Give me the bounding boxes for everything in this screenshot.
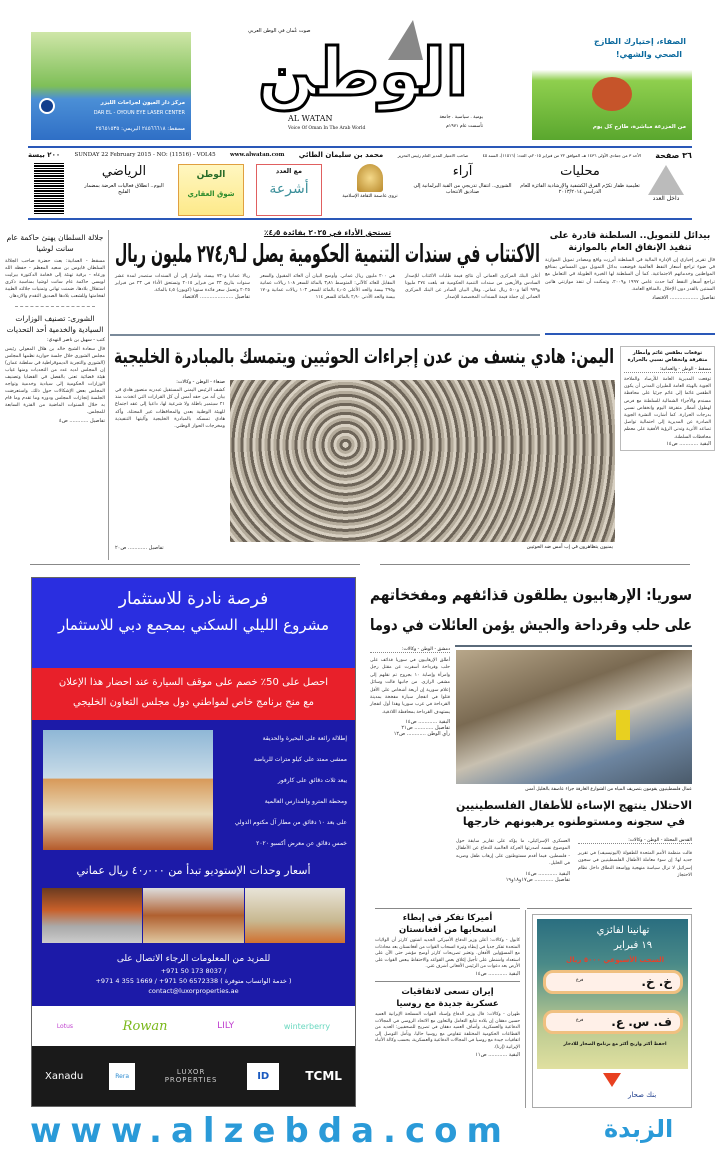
winner-box xyxy=(543,970,683,994)
palestine-body xyxy=(456,838,692,883)
feature-list xyxy=(212,728,347,854)
divider xyxy=(455,645,692,647)
article-body: طهران - وكالات: قال وزير الدفاع وإسناد القوات المسلحة الإيرانية العميد حسين دهقان إن بلاده تتابع التعامل والتعاون مع الاتحاد الروسي في المجالات الدفاعية والعسكرية. وأضاف العميد دهقان في تصريح للصحفيين: العديد من القطاعات الحكومية المختلفة تتفاوض مع روسيا حاليا، ونأمل التوصل إلى اتفاقيات جيدة مع روسيا في المجالات الدفاعية والعسكرية، بحسب وكالة الأنباء الإيرانية (إرنا). xyxy=(375,1011,520,1050)
ad-offer-2: مع منح برنامج خاص لمواطني دول مجلس التعاون الخليجي xyxy=(73,697,314,708)
ad-headline-2: مشروع الليلي السكني بمجمع دبي للاستثمار xyxy=(57,616,330,634)
nizwa-logo xyxy=(338,164,402,214)
branch-label: فرع xyxy=(576,978,584,983)
eye-icon xyxy=(39,98,55,114)
article-column: العسكري الإسرائيلي، ما يؤكد على تقارير سابقة حول الموضوع نفسه أصدرتها الحركة العالمية للدفاع عن الأطفال - فلسطين، فيما أقدم مستوطنون على إرهاب طفل وضربه في الخليل. xyxy=(456,839,570,867)
column-rule xyxy=(108,230,109,560)
rest-ref[interactable]: البقية ............ ص١٤ xyxy=(666,440,711,447)
article-body: مسقط - العمانية: بعث حضرة صاحب الجلالة السلطان قابوس بن سعيد المعظم - حفظه الله ورعاه - برقية تهنئة إلى فخامة الدكتورة بيرليت لويسي حاكمة عام سانت لوشيا بمناسبة ذكرى استقلال بلادها، ضمنت تهاني وتمنيات جلالته الطيبة لفخامتها وللشعب بلادها الصديق التقدم والازدهار. xyxy=(5,259,105,299)
bank-logo-icon xyxy=(603,1073,621,1087)
details-ref[interactable]: تفاصيل ............ ص٢١ xyxy=(401,725,450,732)
partner-id: ID xyxy=(247,1063,279,1090)
phone: +971 50 173 8037 / xyxy=(160,967,227,975)
article-body: كابول - وكالات: أعلن وزير الدفاع الأميركي الجديد اشتون كارتر أن الولايات المتحدة تفكر جديا في إبطاء وتيرة انسحاب القوات من أفغانستان بعد محادثات مع المسؤولين الأفغان. وتعتبر تصريحات كارتر أوضح مؤشر حتى الآن على استعداد واشنطن على تأجيل إغلاق بعض القواعد والاحتفاظ ببعض القوات على الأرض بعد دعوات من الرئيس الأفغاني أشرف غني. xyxy=(375,938,520,970)
headline-line-2: على حلب وقرداحة والجيش يؤمن العائلات في دوما xyxy=(370,616,692,634)
ad-name-ar: مركز دار العيون لجراحات الليزر xyxy=(100,100,185,106)
divider xyxy=(30,564,360,565)
feature-item: إطلالة رائعة على البحيرة والحديقة xyxy=(262,735,347,742)
inside-label: داخل العدد xyxy=(652,195,680,202)
dateline: مسقط - الوطن - والعمانية: xyxy=(624,367,711,373)
logo-slogan-ar: صوت عُمان في الوطن العربي xyxy=(248,28,311,34)
article-syria[interactable] xyxy=(370,580,692,640)
article-column: هي ٢٠٠ مليون ريال عماني. وأوضح البيان أن العائد المقبول والسعر المقابل للعائد كالآتي: المتوسط ٣٫٨١ بالمائة للسعر ١٠٨ ريالات عمانية و٢٩٥ بيسة والحد الأعلى ٤٫٠٥ بالمائة للسعر ١٠٣ ريالات عمانية و١٧٠ بيسة والحد الأدنى ٢٫٩٠ بالمائة للسعر ١١٤ xyxy=(260,274,396,300)
souq-box[interactable] xyxy=(178,164,244,216)
feature-item: خمس دقائق عن معرض أكسبو ٢٠٢٠ xyxy=(256,840,347,847)
nizwa-text: نزوى عاصمة الثقافة الإسلامية xyxy=(342,194,398,199)
alwatan-mini-logo: الوطن xyxy=(196,170,226,180)
price: ٢٠٠ بيسة xyxy=(28,151,61,159)
opinion-ref[interactable]: رأي الوطن ............ ص١٢ xyxy=(393,731,450,738)
photo-caption: يمنيون يتظاهرون في إب أمس ضد الحوثيين xyxy=(526,545,613,550)
logo-slogan-en: Voice Of Oman In The Arab World xyxy=(288,126,366,131)
winner-box xyxy=(543,1010,683,1034)
kicker: تستحق الأداء في ٢٠٢٥ بفائدة ٤٫٥٪ xyxy=(263,228,392,237)
details-ref[interactable]: تفاصيل ..................... الاقتصاد xyxy=(182,294,250,300)
partner-luxor: LUXOR PROPERTIES xyxy=(164,1068,218,1084)
yemen-protest-photo xyxy=(230,380,615,542)
yemen-headline: اليمن: هادي ينسف من عدن إجراءات الحوثيين ويتمسك بالمبادرة الخليجية xyxy=(114,344,614,368)
feature-item: يبعد ثلاث دقائق على كارفور xyxy=(277,777,347,784)
info-bar xyxy=(28,149,692,161)
ad-footer: من المزرعة مباشرة، طازج كل يوم xyxy=(592,124,686,130)
divider xyxy=(375,981,520,982)
editor-label: صاحب الامتياز المدير العام رئيس التحرير xyxy=(397,152,469,158)
watermark-logo: الزبدة xyxy=(600,1112,677,1146)
interior-photo xyxy=(42,888,142,943)
column-rule xyxy=(525,910,526,1108)
details-ref[interactable]: تفاصيل ............ ص١٧و١٨و١٩ xyxy=(505,876,570,883)
supplement-label: مع العدد xyxy=(275,167,303,175)
interior-photo xyxy=(143,888,243,943)
brand-winterberry: winterberry xyxy=(283,1021,331,1031)
headline: إيران تسعى لاتفاقيات عسكرية جديدة مع روسيا xyxy=(396,986,499,1009)
article-sultan[interactable] xyxy=(5,232,105,424)
ad-headline: الصفاء، إختيارك الطازج xyxy=(594,37,686,46)
sail-icon xyxy=(648,165,684,195)
headline: سوريا: الإرهابيون يطلقون قذائفهم ومفخخاتهم xyxy=(370,586,692,604)
ad-draw: السحب الأسبوعي ٥٠٠٠ ريال xyxy=(566,956,664,964)
feature-item: ممشى ممتد على كيلو مترات للرياضة xyxy=(253,756,347,763)
headline: الشورى: تصنيف الوزارات السيادية والخدمية أحد التحديات xyxy=(6,314,104,334)
article-body: توقعت المديرية العامة للأرصاد والملاحة الجوية بالهيئة العامة للطيران المدني أن يكون الطقس غائما إلى غائم جزئيا على محافظة مسندم والأجزاء الشمالية للسلطنة مع فرص لهطول أمطار متفرقة اليوم وانخفاض نسبي بدرجات الحرارة. كما أشارت النشرة الجوية الصادرة عن المديرية إلى احتمالية تواصل تصاعد الأتربة وتدني الرؤية الأفقية على معظم محافظات السلطنة. xyxy=(624,377,711,440)
ad-line1: تهانينا لفائزي xyxy=(596,925,650,936)
divider xyxy=(527,908,692,909)
partner-rera: Rera xyxy=(109,1063,135,1090)
date-ar: الأحد ٣ من جمادى الأولى ١٤٣٦ هـ، الموافق ٢٢ من فبراير ٢٠١٥م، العدد: (١١٥١٦)، السنة ٤٥ xyxy=(482,152,641,158)
brand-rowan: Rowan xyxy=(122,1018,168,1034)
teaser-title: الرياضي xyxy=(101,164,147,179)
photo-caption: عمال فلسطينيون يقومون بتصريف المياه من الشوارع الغارقة جراء عاصفة بالخليل أمس xyxy=(525,787,692,792)
logo-title-en: AL WATAN xyxy=(288,114,333,123)
article-afghanistan[interactable] xyxy=(375,912,520,977)
supplement-name: أشرعة xyxy=(269,181,309,197)
ad-line2: ١٩ فبراير xyxy=(613,940,653,951)
brand-lotus: Lotus xyxy=(56,1022,74,1030)
article-body: كشف الرئيس اليمني المستقيل عبدربه منصور هادي في بيان أنه من حقه أمس أن كل القرارات التي اتخذت منذ ٢١ سبتمبر باطلة ولا شرعية لها، داعيا إلى عقد اجتماع للهيئة الوطنية بعدن والمحافظات غير المحتلة. وأكد هادي تمسكه بالمبادرة الخليجية وآليتها التنفيذية ومخرجات الحوار الوطني. xyxy=(115,388,225,430)
date-en: SUNDAY 22 February 2015 - NO: (11516) - VOL45 xyxy=(74,152,216,158)
interior-photo xyxy=(245,888,345,943)
dateline: القدس المحتلة - الوطن - وكالات: xyxy=(578,838,692,844)
ad-headline-2: الصحي والشهي! xyxy=(615,50,682,59)
chicken-image xyxy=(592,77,632,111)
teaser-sports[interactable] xyxy=(78,164,170,195)
phone: +971 4 355 1669 / +971 50 6572338 ( خدمة الواتساب متوفرة ) xyxy=(95,977,292,985)
dome-icon xyxy=(357,164,383,192)
details-ref[interactable]: تفاصيل ............ ص٢٠ xyxy=(115,545,164,551)
feature-item: ومحطة المترو والمدارس العالمية xyxy=(264,798,347,805)
bank-name: بنك صحار xyxy=(628,1091,657,1099)
headline-line-2: في سجونه ومستوطنوه يرهبونهم خارجها xyxy=(462,815,686,828)
ad-offer: احصل على 50٪ خصم على موقف السيارة عند احضار هذا الإعلان xyxy=(58,677,329,688)
article-body: قال تقرير إخباري إن الإدارة المالية في السلطنة أبرزت واقع ومصادر تمويل الموازنة في ضوء تراجع أسعار النفط العالمية فوضعت بدائل التمويل دون المساس بمنافع المواطنين وخدماتهم الاجتماعية. كما أن السلطنة لها الخبرة الطويلة في التعامل مع تراجع أسعار النفط كما حدث عامي ١٩٩٧ و٢٠٠٩، وتمكنت أن تنفذ موازنتي هاتين السنتين بالقدر دون الإخلال بالمنافع العامة. xyxy=(545,258,716,292)
contact-block xyxy=(32,943,355,1006)
article-body: أطلق الإرهابيون في سوريا قذائف على حلب وقرداحة أسفرت عن مقتل رجل وامرأة وإصابة ١٠ بجروح تم نقلهم إلى مشفى الرازي. من جانبها قالت وسائل إعلام سورية إن أربعة أشخاص على الأقل قتلوا في انفجار سيارة مفخخة بمدينة القرداحة في غرب سوريا وهذا أول انفجار يستهدف القرداحة بمحافظة اللاذقية. xyxy=(370,658,450,715)
partner-strip xyxy=(32,1046,355,1106)
article-iran[interactable] xyxy=(375,986,520,1058)
teaser-text: تعليمية ظفار تكرّم الفرق الكشفية والإرشادية الفائزة للعام الدراسي ٢٠١٣/٢٠١٤ xyxy=(520,183,640,195)
interior-photos xyxy=(42,888,345,943)
teaser-title: آراء xyxy=(452,164,473,179)
logo-tagline: يومية . سياسية . جامعة xyxy=(439,115,483,120)
ad-footer: احفظ أكثر واربح أكثر مع برنامج الصحار للادخار xyxy=(563,1042,667,1047)
ad-name-en: DAR EL - OYOUN EYE LASER CENTER xyxy=(93,110,185,116)
masthead-logo xyxy=(238,20,488,142)
divider xyxy=(28,218,692,220)
divider xyxy=(375,908,520,909)
divider xyxy=(545,333,715,335)
divider xyxy=(28,146,692,148)
divider xyxy=(380,564,690,565)
branch-label: فرع xyxy=(576,1018,584,1023)
feature-item: على بعد ١٠ دقائق من مطار آل مكتوم الدولي xyxy=(234,819,347,826)
article-palestine[interactable] xyxy=(456,798,692,830)
ad-phones: مسقط: ٢٤٥٦٦٦١٨ البريمي: ٢٥٦٥١٥٣٥ xyxy=(95,126,185,132)
teaser-text: اليوم.. انطلاق فعاليات العرضة بمضمار الفليج xyxy=(84,183,164,195)
briefs-column xyxy=(375,912,520,1110)
headline: توقعات بطقس غائم وأمطار متفرقة وانخفاض نسبي بالحرارة xyxy=(627,350,708,363)
headline: بيدائل للتمويل.. السلطنة قادرة على تنفيذ الإنفاق العام بالموازنة xyxy=(549,231,711,253)
winner-initials: خ. خ. xyxy=(641,975,672,989)
safa-chicken-ad[interactable] xyxy=(532,32,692,140)
headline: أميركا تفكر في إبطاء انسحابها من أفغانستان xyxy=(398,913,497,935)
headline: الاحتلال ينتهج الإساءة للأطفال الفلسطينيين xyxy=(456,799,692,812)
editor-name: محمد بن سليمان الطائي xyxy=(298,151,384,159)
contact-title: للمزيد من المعلومات الرجاء الاتصال على xyxy=(116,954,271,964)
syria-body xyxy=(370,647,450,737)
dateline: دمشق - الوطن - وكالات: xyxy=(370,647,450,653)
ad-headline: فرصة نادرة للاستثمار xyxy=(118,589,269,609)
article-body: قال سعادة الشيخ خالد بن هلال المعولي رئيس مجلس الشورى خلال جلسة حوارية نظمها المجلس (الشورى والتجربة الديموقراطية في سلطنة عمان) إن المجلس لديه عدد من التحديات ومنها غياب هيئة قضائية تعنى بالفصل في القضايا وتصنيف الوزارات الحكومية إلى سيادية وخدمية وتواجه المجلس بعض الإشكالات حول ذلك. واستعرضت الجلسة إنجازات المجلس ودوره وما تقدم وما قام به خلال السنوات الماضية من الفترة السابعة للمجلس. xyxy=(5,347,105,415)
details-ref[interactable]: تفاصيل ............ ص٤ xyxy=(59,418,105,424)
rest-ref[interactable]: البقية ............ ص١٤ xyxy=(525,870,570,877)
article-column: أعلن البنك المركزي العماني أن نتائج قيمة طلبات الاكتتاب للإصدار السادس والأربعين من سندات التنمية الحكومية قد بلغت ٢٧٤ مليونا و٩٧٩ ألفا و٥٠٠ ريال عماني. وقال البيان الصادر عن البنك المركزي العماني إن جملة قيمة السندات المخصصة للإصدار xyxy=(405,274,540,300)
rest-ref[interactable]: البقية ............ ص١١ xyxy=(475,1051,520,1058)
article-weather[interactable] xyxy=(620,346,715,451)
teaser-opinion[interactable] xyxy=(410,164,515,195)
article-column: ريالا عمانيا و٧٣٠ بيسة، وأشار إلى أن السندات ستصدر لمدة عشر سنوات بتاريخ ٢٣ من فبراير ٢٠١٥ وتستحق الأداء في ٢٣ من فبراير ٢٠٢٥ وتحمل سعر فائدة سنويا (كوبون) ٤٫٥ بالمائة. xyxy=(115,274,250,293)
barcode xyxy=(34,163,64,215)
headline: جلالة السلطان يهنئ حاكمة عام سانت لوشيا xyxy=(6,233,104,253)
souq-name: شوق العقاري xyxy=(187,190,235,198)
eye-center-ad[interactable] xyxy=(31,32,191,140)
details-ref[interactable]: تفاصيل .................. الاقتصاد xyxy=(652,295,715,302)
logo-founded: تأسست عام ١٩٧١م xyxy=(446,124,483,129)
hebron-flood-photo xyxy=(456,650,692,784)
main-headline: الاكتتاب في سندات التنمية الحكومية يصل لـ٢٧٤٫٩ مليون ريال xyxy=(115,239,540,268)
bank-sohar-ad[interactable] xyxy=(532,914,692,1108)
brand-lily: LILY xyxy=(217,1021,235,1031)
teaser-local[interactable] xyxy=(520,164,640,195)
dateline: صنعاء - الوطن - وكالات: xyxy=(176,380,225,385)
page-count: ٣٦ صفحة xyxy=(655,150,692,160)
ad-price: أسعار وحدات الإستوديو تبدأ من ٤٠٫٠٠٠ ريال عماني xyxy=(76,864,311,877)
watermark-url: www.alzebda.com xyxy=(30,1111,511,1151)
partner-xanadu: Xanadu xyxy=(45,1070,84,1082)
website[interactable]: www.alwatan.com xyxy=(230,152,285,158)
winner-initials: ف. س. ع. xyxy=(611,1015,672,1029)
supplement-box[interactable] xyxy=(256,164,322,216)
luxor-properties-ad[interactable] xyxy=(31,577,356,1107)
rest-ref[interactable]: البقية ............ ص١٤ xyxy=(475,970,520,977)
teaser-text: الشورى.. انتقال تدريجي من القبة البرلمانية إلى صناديق الانتخاب xyxy=(413,183,512,195)
logo-title-ar: الوطن xyxy=(257,34,469,111)
byline: كتب - سهيل بن ناصر النهدي: xyxy=(47,338,105,343)
teaser-inside xyxy=(646,165,686,213)
teaser-title: محليات xyxy=(560,164,600,179)
brand-strip xyxy=(32,1006,355,1046)
article-column: قالت منظمة الأمم المتحدة للطفولة (اليونيسيف) في تقرير جديد لها: إن سوء معاملة الأطفال الفلسطينيين في سجون إسرائيل لا تزال سياسة منهجية وواسعة النطاق داخل نظام الاحتجاز xyxy=(578,851,692,879)
worker-figure xyxy=(616,710,630,740)
rest-ref[interactable]: البقية ............ ص١٤ xyxy=(405,719,450,726)
email[interactable]: contact@luxorproperties.ae xyxy=(148,987,239,995)
article-budget[interactable] xyxy=(545,230,715,301)
building-photo xyxy=(43,730,213,850)
article-bonds[interactable] xyxy=(115,228,540,301)
partner-tcml: TCML xyxy=(305,1069,342,1083)
divider xyxy=(110,334,540,336)
article-yemen[interactable] xyxy=(115,380,225,430)
